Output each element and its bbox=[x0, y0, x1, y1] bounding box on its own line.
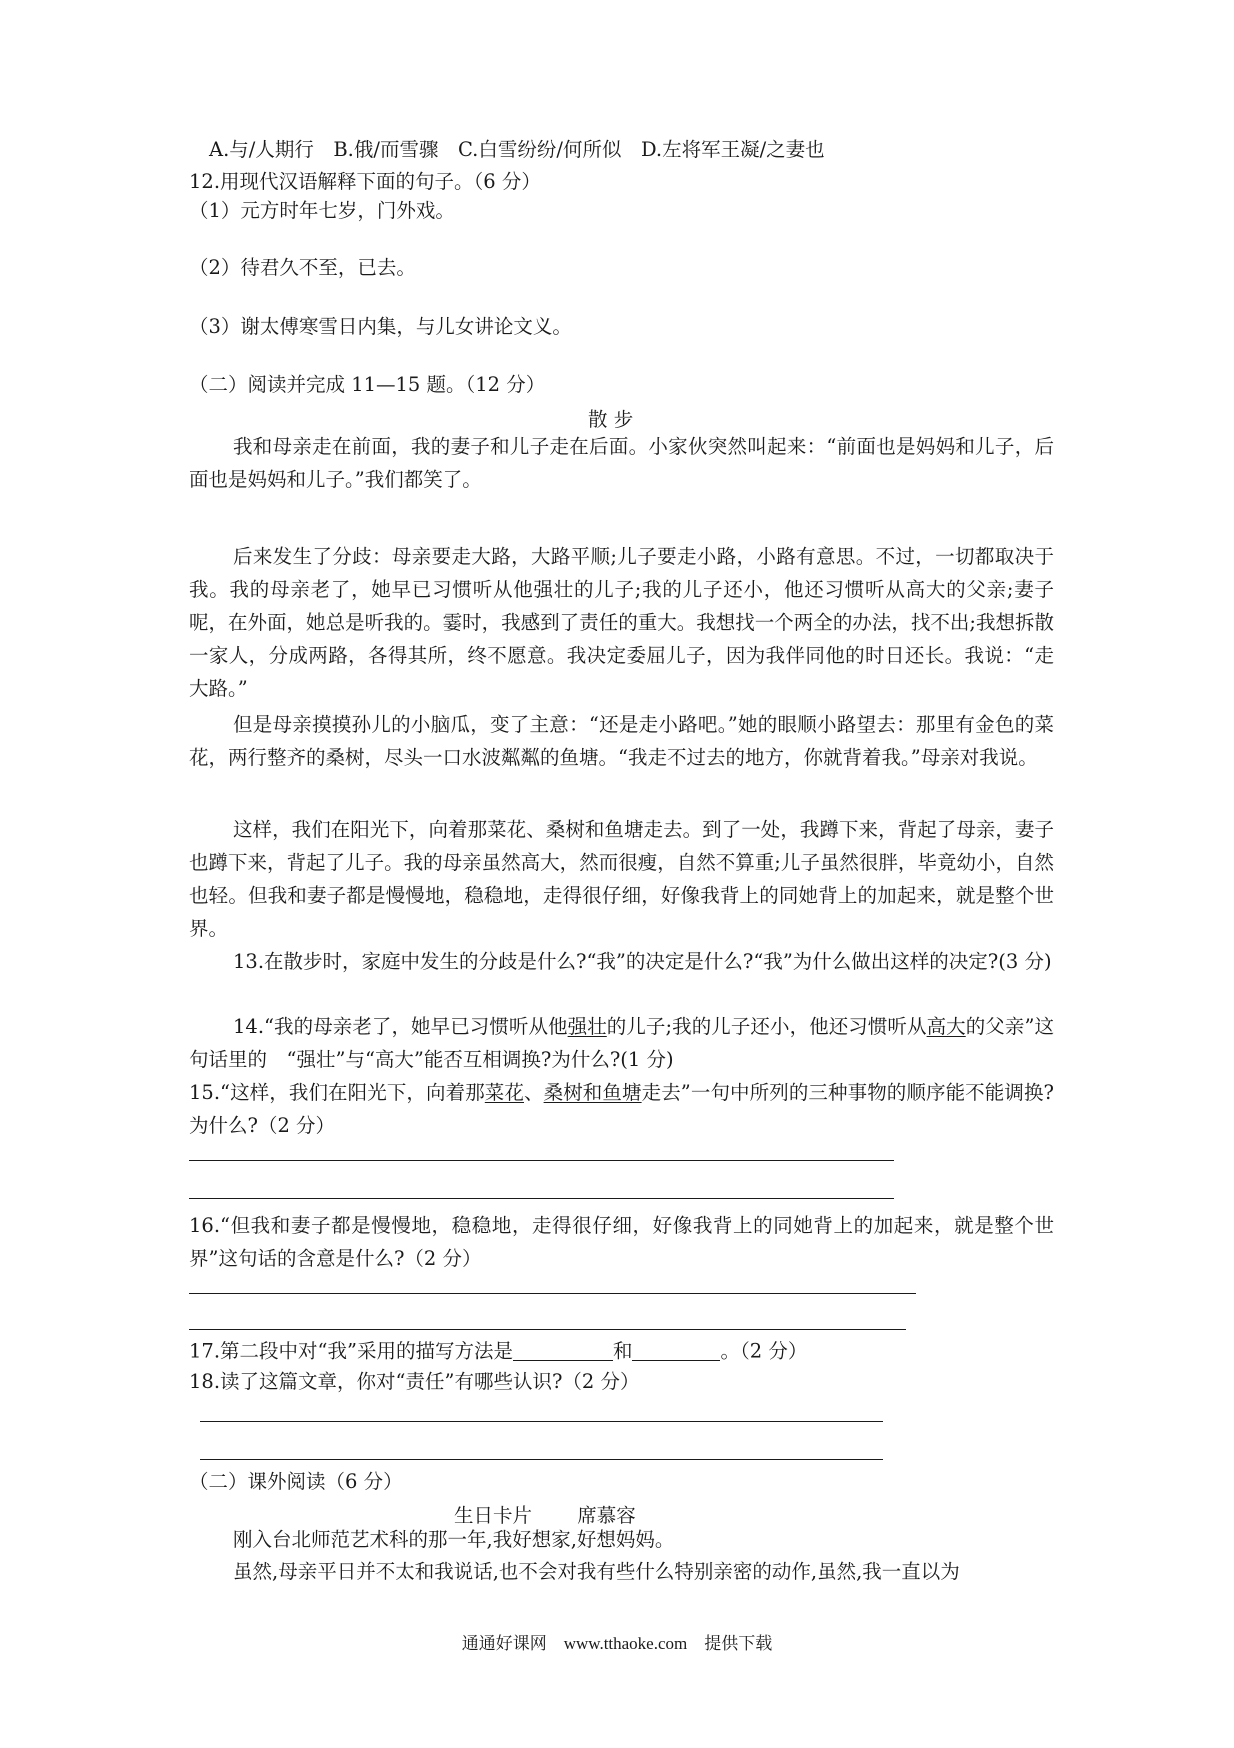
extra-reading-paragraph-1: 刚入台北师范艺术科的那一年,我好想家,好想妈妈。 bbox=[233, 1528, 675, 1551]
question-12-item-3: （3）谢太傅寒雪日内集，与儿女讲论文义。 bbox=[189, 315, 572, 338]
question-17 bbox=[189, 1340, 807, 1361]
answer-line-16a[interactable] bbox=[189, 1293, 916, 1294]
question-12-item-2: （2）待君久不至，已去。 bbox=[189, 256, 416, 279]
options-line: A.与/人期行 B.俄/而雪骤 C.白雪纷纷/何所似 D.左将军王凝/之妻也 bbox=[209, 138, 825, 161]
essay-paragraph-4: 这样，我们在阳光下，向着那菜花、桑树和鱼塘走去。到了一处，我蹲下来，背起了母亲，妻子也蹲下来，背起了儿子。我的母亲虽然高大，然而很瘦，自然不算重;儿子虽然很胖，毕竟幼小，自然也轻。但我和妻子都是慢慢地，稳稳地，走得很仔细，好像我背上的同她背上的加起来，就是整个世界。 bbox=[189, 818, 1054, 940]
q14-underline-strong: 强壮 bbox=[567, 1015, 607, 1038]
question-14 bbox=[189, 1010, 1054, 1076]
extra-reading-paragraph-2: 虽然,母亲平日并不太和我说话,也不会对我有些什么特别亲密的动作,虽然,我一直以为 bbox=[233, 1560, 960, 1583]
page-footer: 通通好课网 www.tthaoke.com 提供下载 bbox=[461, 1634, 773, 1653]
q14-text-c: 的父亲”这句话里的 “强壮”与“高大”能否互相调换?为什么?(1 分) bbox=[189, 1015, 1054, 1071]
q14-underline-tall: 高大 bbox=[926, 1015, 966, 1038]
essay-paragraph-3: 但是母亲摸摸孙儿的小脑瓜，变了主意：“还是走小路吧。”她的眼顺小路望去：那里有金色的菜花，两行整齐的桑树，尽头一口水波粼粼的鱼塘。“我走不过去的地方，你就背着我。”母亲对我说。 bbox=[189, 713, 1054, 769]
q14-text-a: 14.“我的母亲老了，她早已习惯听从他 bbox=[233, 1015, 568, 1038]
q17-text-a: 17.第二段中对“我”采用的描写方法是 bbox=[189, 1339, 513, 1363]
q17-blank-2[interactable] bbox=[632, 1340, 720, 1361]
answer-line-15a[interactable] bbox=[189, 1160, 894, 1161]
question-12-item-1: （1）元方时年七岁，门外戏。 bbox=[189, 199, 455, 222]
question-16: 16.“但我和妻子都是慢慢地，稳稳地，走得很仔细，好像我背上的同她背上的加起来，就是整个世界”这句话的含意是什么?（2 分） bbox=[189, 1214, 1054, 1270]
essay-title: 散 步 bbox=[588, 408, 634, 431]
answer-line-16b[interactable] bbox=[189, 1329, 906, 1330]
answer-line-18a[interactable] bbox=[200, 1421, 883, 1422]
question-12: 12.用现代汉语解释下面的句子。（6 分） bbox=[189, 170, 541, 193]
q15-underline-flowers: 菜花 bbox=[484, 1081, 524, 1104]
q17-text-c: 。（2 分） bbox=[720, 1339, 808, 1363]
question-15 bbox=[189, 1076, 1054, 1142]
answer-line-15b[interactable] bbox=[189, 1198, 894, 1199]
question-18: 18.读了这篇文章，你对“责任”有哪些认识?（2 分） bbox=[189, 1370, 640, 1393]
section-heading-extra-reading: （二）课外阅读（6 分） bbox=[189, 1470, 403, 1493]
q17-text-b: 和 bbox=[612, 1339, 633, 1363]
q15-text-a: 15.“这样，我们在阳光下，向着那 bbox=[189, 1081, 485, 1104]
q14-text-b: 的儿子;我的儿子还小，他还习惯听从 bbox=[606, 1015, 927, 1038]
q15-underline-trees-pond: 桑树和鱼塘 bbox=[543, 1081, 642, 1104]
q15-text-c: 走去”一句中所列的三种事物的顺序能不能调换?为什么?（2 分） bbox=[189, 1081, 1054, 1137]
section-heading-reading: （二）阅读并完成 11—15 题。（12 分） bbox=[189, 373, 546, 396]
essay-paragraph-1: 我和母亲走在前面，我的妻子和儿子走在后面。小家伙突然叫起来：“前面也是妈妈和儿子，后面也是妈妈和儿子。”我们都笑了。 bbox=[189, 435, 1054, 491]
extra-reading-title: 生日卡片 席慕容 bbox=[454, 1504, 636, 1527]
answer-line-18b[interactable] bbox=[200, 1459, 883, 1460]
essay-paragraph-2: 后来发生了分歧：母亲要走大路，大路平顺;儿子要走小路，小路有意思。不过，一切都取决于我。我的母亲老了，她早已习惯听从他强壮的儿子;我的儿子还小，他还习惯听从高大的父亲;妻子呢，在外面，她总是听我的。霎时，我感到了责任的重大。我想找一个两全的办法，找不出;我想拆散一家人，分成两路，各得其所，终不愿意。我决定委屈儿子，因为我伴同他的时日还长。我说：“走大路。” bbox=[189, 545, 1054, 700]
question-13: 13.在散步时，家庭中发生的分歧是什么?“我”的决定是什么?“我”为什么做出这样的决定?(3 分) bbox=[233, 950, 1052, 973]
q15-text-b: 、 bbox=[524, 1081, 544, 1104]
q17-blank-1[interactable] bbox=[513, 1340, 613, 1361]
